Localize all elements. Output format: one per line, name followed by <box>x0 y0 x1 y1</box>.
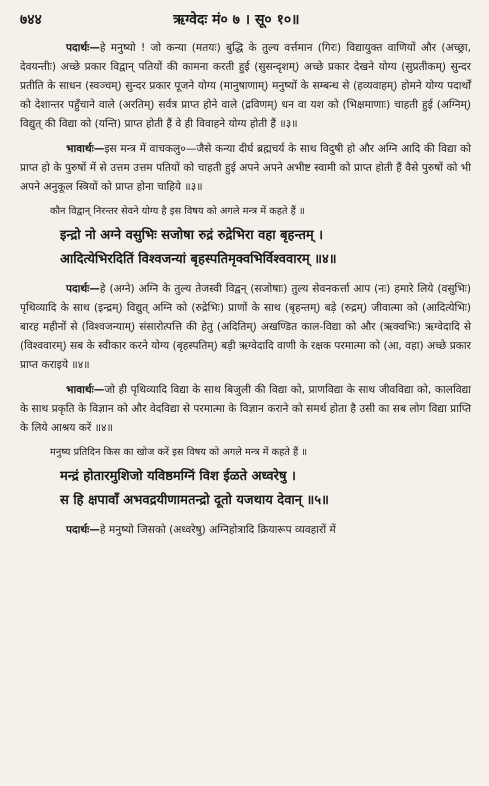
bhavartha-label: भावार्थः— <box>66 143 105 155</box>
mantra-5-line-2: स हि क्षपावाँ अभवद्रयीणामतन्द्रो दूतो यजथाय देवान् ॥५॥ <box>60 493 329 508</box>
bhavartha-label: भावार्थः— <box>66 384 105 396</box>
padartha-text: हे (अग्ने) अग्नि के तुल्य तेजस्वी विद्वन् (सजोषाः) तुल्य सेवनकर्त्ता आप (नः) हमारे लिये (वसुभिः) पृथिव्यादि के साथ (इन्द्रम्) विद्युत् अग्नि को (रुद्रेभिः) प्राणों के साथ (बृहन्तम्) बड़े (रुद्रम्) जीवात्मा को (आदित्येभिः) बारह महीनों से (विश्वजन्याम्) संसारोत्पत्ति की हेतु (अदितिम्) अखण्डित काल-विद्या को और (ऋक्वभिः) ऋग्वेदादि से (विश्ववारम्) सब के स्वीकार करने योग्य (बृहस्पतिम्) बड़ी ऋग्वेदादि वाणी के रक्षक परमात्मा को (आ, वहा) अच्छे प्रकार प्राप्त कराइये ॥४॥ <box>20 283 471 371</box>
bhavartha-paragraph-3 <box>20 140 471 197</box>
padartha-paragraph-4 <box>20 280 471 375</box>
padartha-text: हे मनुष्यो ! जो कन्या (मतयः) बुद्धि के तुल्य वर्त्तमान (गिरः) विद्यायुक्त वाणियों और (अच्छ्रा, देवयन्तीः) अच्छे प्रकार विद्वान् पतियों की कामना करती हुई (सुसन्दृशम्) अच्छे प्रकार देखने योग्य (सुप्रतीकम्) सुन्दर प्रतीति के साधन (स्वञ्चम्) सुन्दर प्रकार पूजने योग्य (मानुषाणाम्) मनुष्यों के सम्बन्ध से (हव्यवाहम्) होमने योग्य पदार्थों को देशान्तर पहुँचाने वाले (अरतिम्) सर्वत्र प्राप्त होने वाले (द्रविणम्) धन वा यश को (भिक्षमाणाः) चाहती हुई (अग्निम्) विद्युत् की विद्या को (यन्ति) प्राप्त होती हैं वे ही विवाहने योग्य होती हैं ॥३॥ <box>20 42 471 130</box>
page-number: ७४४ <box>20 12 42 28</box>
mantra-5-line-1: मन्द्रं होतारमुशिजो यविष्ठमग्निं विश ईळते अध्वरेषु । <box>60 469 296 484</box>
padartha-label: पदार्थः— <box>66 524 100 536</box>
bhavartha-text: इस मन्त्र में वाचकलु०—जैसे कन्या दीर्घ ब्रह्मचर्य के साथ विदुषी हो और अग्नि आदि की विद्या को प्राप्त हो के पुरुषों में से उत्तम उत्तम पतियों को चाहती हुई अपने अपने अभीष्ट स्वामी को प्राप्त होती हैं वैसे पुरुषों को भी अपने अनुकूल स्त्रियों को प्राप्त होना चाहिये ॥३॥ <box>20 143 471 193</box>
topic-note-5: मनुष्य प्रतिदिन किस का खोज करें इस विषय को अगले मन्त्र में कहते हैं ॥ <box>50 447 308 458</box>
mantra-4-line-2: आदित्येभिरदितिं विश्वजन्यां बृहस्पतिमृक्वभिर्विश्ववारम् ॥४॥ <box>60 252 337 267</box>
topic-note-4: कौन विद्वान् निरन्तर सेवने योग्य है इस विषय को अगले मन्त्र में कहते हैं ॥ <box>50 206 305 217</box>
mantra-4-line-1: इन्द्रो नो अग्ने वसुभिः सजोषा रुद्रं रुद्रेभिरा वहा बृहन्तम् । <box>60 228 324 243</box>
running-title: ऋग्वेदः मं० ७ । सू० १०॥ <box>173 12 300 28</box>
padartha-label: पदार्थः— <box>66 42 100 54</box>
padartha-paragraph-3 <box>20 39 471 134</box>
bhavartha-text: जो ही पृथिव्यादि विद्या के साथ बिजुली की विद्या को, प्राणविद्या के साथ जीवविद्या को, कालविद्या के साथ प्रकृति के विज्ञान को और वेदविद्या से परमात्मा के विज्ञान कराने को समर्थ होता है उसी का सब लोग विद्या प्राप्ति के लिये आश्रय करें ॥४॥ <box>20 384 471 434</box>
page-header <box>20 10 471 29</box>
padartha-label: पदार्थः— <box>66 283 100 295</box>
bhavartha-paragraph-4 <box>20 381 471 438</box>
padartha-paragraph-5 <box>20 521 471 540</box>
padartha-text: हे मनुष्यो जिसको (अध्वरेषु) अग्निहोत्रादि क्रियारूप व्यवहारों में <box>99 524 336 536</box>
